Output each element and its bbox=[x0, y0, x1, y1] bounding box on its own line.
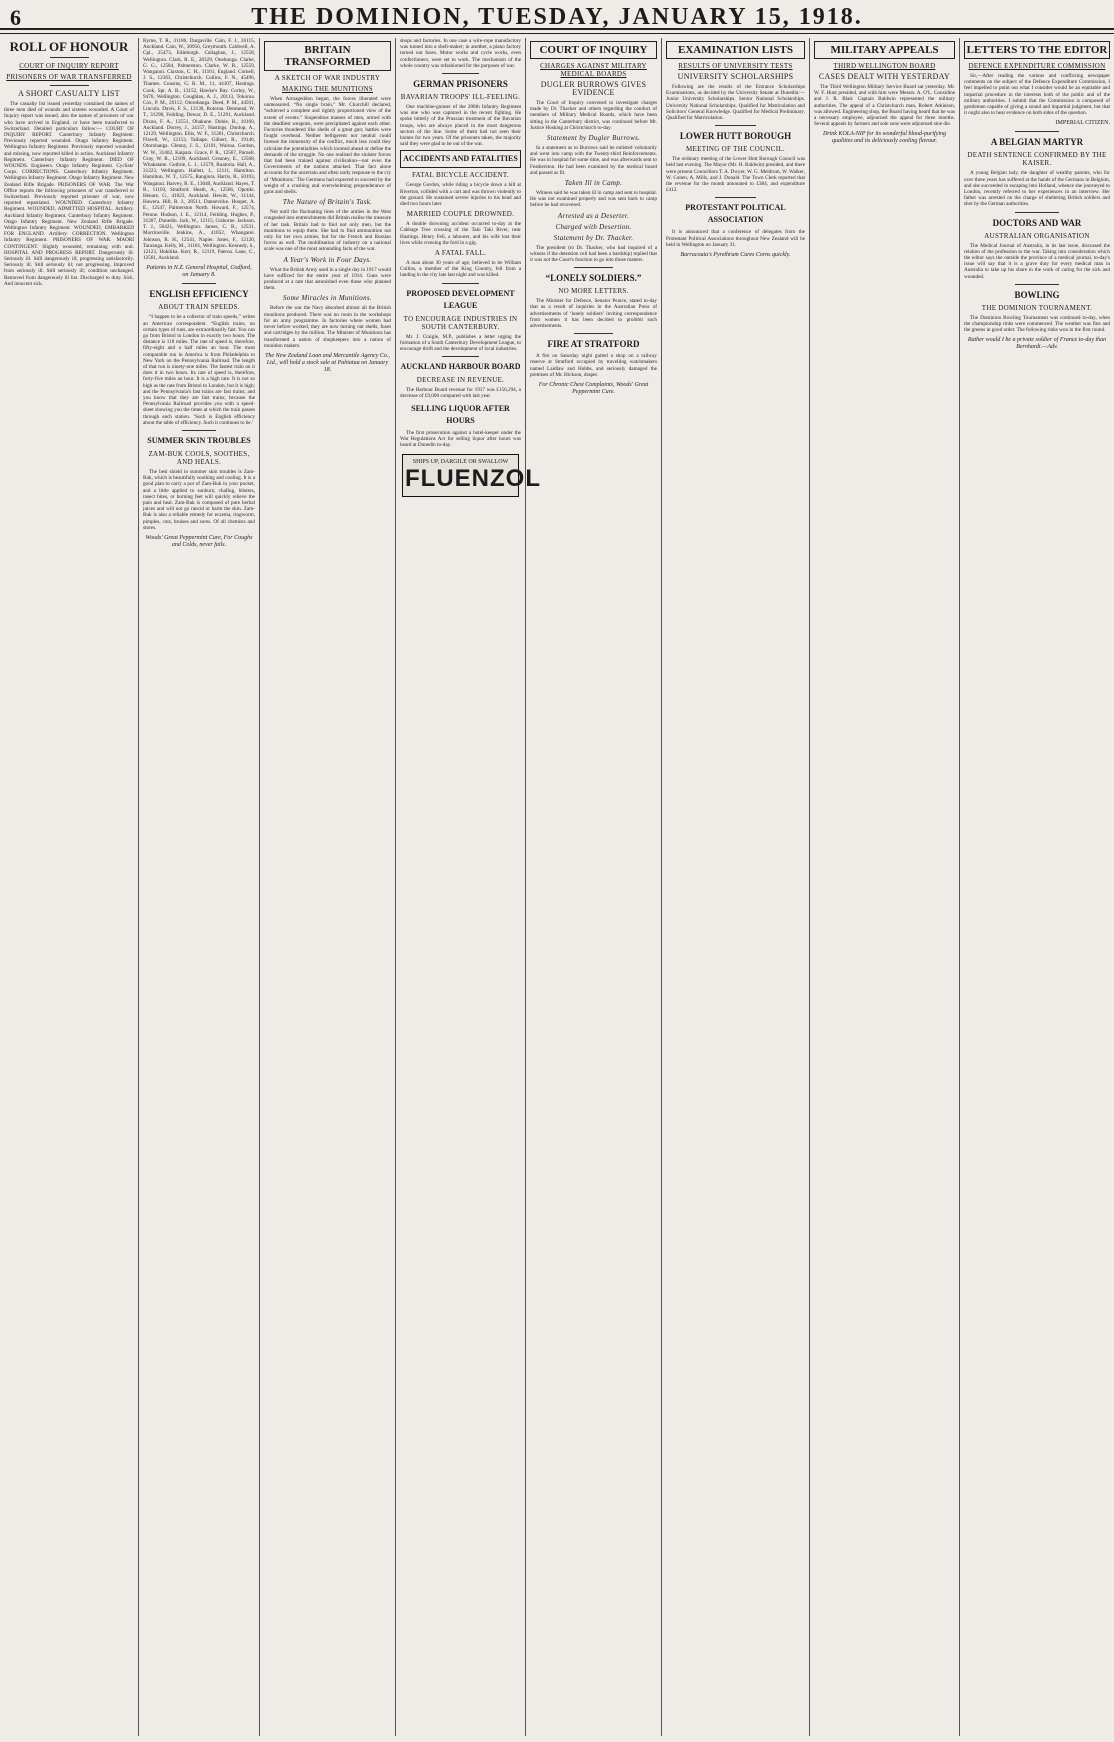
munitions-subhead: MAKING THE MUNITIONS bbox=[281, 85, 374, 93]
fluenzol-brand: FLUENZOL bbox=[405, 465, 541, 493]
britain-body-2: Not until the fluctuating lines of the armies in the West congealed into entrenchments did Britain realise the measure of her task. Britain had to find not only men, but the munitions to equip them. She had to find ammunition not only for her own armies, but for the French and Russian forces as well. The mobilisation of industry on a national scale was one of the most astounding facts of the war. bbox=[264, 209, 391, 253]
inquiry-body-2: In a statement as to Burrows said he enlisted voluntarily and went into camp with the Twenty-third Reinforcements. He was in hospital for some time, and was afterwards sent to Featherston. He had been examined by the medical board and passed as fit. bbox=[530, 145, 657, 176]
council-body: The ordinary meeting of the Lower Hutt Borough Council was held last evening. The Mayor (Mr. H. Baldwin) presided, and there were present Councillors T. A. Dwyer, W. G. Meldrum, W. Walker, W. Cohen, A. Mills, and J. Donald. The Town Clerk reported that the revenue for the month amounted to £384, and expenditure £412. bbox=[666, 156, 805, 194]
council-subhead: MEETING OF THE COUNCIL. bbox=[686, 145, 785, 154]
section-miracles: Some Miracles in Munitions. bbox=[283, 294, 372, 303]
kola-nip-ad: Drink KOLA-NIP for its wonderful blood-purifying qualities and its deliciously cooling flavour. bbox=[822, 131, 947, 145]
lower-hutt-headline: LOWER HUTT BOROUGH bbox=[679, 131, 792, 142]
scholarships-subhead: UNIVERSITY SCHOLARSHIPS bbox=[677, 72, 794, 81]
court-inquiry-subhead: COURT OF INQUIRY REPORT bbox=[19, 62, 119, 70]
munitions-continued: shops and factories. In one case a wire-rope manufactory was turned into a shell-maker; in another, a piano factory turned out fuses. Motor works and cycle works, even confectioners, were set to work. The mechanism of the whole country was refashioned for the purposes of war. bbox=[400, 38, 521, 69]
section-britains-task: The Nature of Britain's Task. bbox=[282, 198, 373, 207]
cases-dealt-subhead: CASES DEALT WITH YESTERDAY bbox=[818, 72, 951, 81]
inquiry-body-1: The Court of Inquiry convened to investigate charges made by Dr. Thacker and others regarding the conduct of members of Military Medical Boards, which have been sitting in the Canterbury district, was continued before Mr. Justice Hosking at Christchurch to-day. bbox=[530, 100, 657, 131]
harbour-body: The Harbour Board revenue for 1917 was £156,294, a decrease of £9,000 compared with last year. bbox=[400, 387, 521, 400]
german-prisoners-headline: GERMAN PRISONERS bbox=[413, 79, 508, 90]
league-body: Mr. J. Craigie, M.P., publishes a letter urging the formation of a South Canterbury Development League, to encourage thrift and the development of local industries. bbox=[400, 333, 521, 353]
protestant-headline: PROTESTANT POLITICAL ASSOCIATION bbox=[685, 203, 786, 225]
divider bbox=[182, 283, 216, 284]
doctors-body: The Medical Journal of Australia, in its last issue, discussed the relation of the profession to the war. Taking into consideration which the editor says the outside the province of a medical journal, to-day's issue will say that it is a grave duty for every medical man in Australia to take up his share in the work of caring for the sick and wounded. bbox=[964, 242, 1110, 280]
third-board-subhead: THIRD WELLINGTON BOARD bbox=[833, 62, 936, 70]
section-arrested: Arrested as a Deserter. bbox=[557, 211, 630, 220]
divider bbox=[442, 73, 478, 74]
australian-org-subhead: AUSTRALIAN ORGANISATION bbox=[984, 231, 1090, 240]
column-5 bbox=[525, 38, 661, 1736]
corns-ad: Barracouta's Pyrethrum Cures Corns quickly. bbox=[680, 252, 791, 259]
section-taken-ill: Taken Ill in Camp. bbox=[564, 179, 623, 188]
exam-lists-headline: EXAMINATION LISTS bbox=[666, 41, 805, 59]
britain-body-4: Before the war the Navy absorbed almost all the British munitions produced. There was no room in the workshops for an army programme. In factories where women had never before worked, they are now turning out shells, fuses and cartridges by the million. The Minister of Munitions has transformed a nation of shopkeepers into a nation of munition makers. bbox=[264, 305, 391, 349]
accident-1-body: George Gordon, while riding a bicycle down a hill at Riverton, collided with a cart and was thrown violently to the ground. He sustained severe injuries to his head and died two hours later. bbox=[400, 182, 521, 208]
column-2 bbox=[138, 38, 259, 1736]
divider bbox=[715, 125, 757, 126]
zambuk-subhead: ZAM-BUK COOLS, SOOTHES, AND HEALS. bbox=[148, 449, 250, 466]
lonely-soldiers-headline: “LONELY SOLDIERS.” bbox=[545, 273, 642, 284]
accident-1-title: FATAL BICYCLE ACCIDENT. bbox=[411, 171, 509, 180]
bavarian-subhead: BAVARIAN TROOPS' ILL-FEELING. bbox=[400, 93, 521, 102]
divider bbox=[715, 197, 757, 198]
divider bbox=[442, 356, 478, 357]
divider bbox=[442, 283, 478, 284]
military-appeals-body: The Third Wellington Military Service Board sat yesterday. Mr. W. F. Hunt presided, and with him were Messrs. A. O'L. Considine and J. R. Blair. Captain Baldwin represented the military authorities. The appeal of a Christchurch man, Robert Atkinson, was allowed. Engineering shop, the Board having heard that he was a necessary employee, adjourned the appeal for three months. Several appeals by farmers and sole sons were adjourned sine die. bbox=[814, 84, 955, 128]
fluenzol-advertisement bbox=[402, 454, 541, 497]
letter-body: Sir,—After reading the various and conflicting newspaper comments on the subject of the Defence Expenditure Commission, I feel impelled to point out what I consider would be an equitable and impartial procedure in the interests both of the public and of the military authorities. I submit that the Commission is composed of gentlemen capable of giving a sound and impartial judgment, but that it ought also to hear evidence on both sides of the question. bbox=[964, 73, 1110, 117]
liquor-headline: SELLING LIQUOR AFTER HOURS bbox=[411, 403, 510, 425]
inquiry-body-3: Witness said he was taken ill in camp and sent to hospital. He was not examined properly and was sent back to camp before he had recovered. bbox=[530, 190, 657, 209]
train-speeds-body: “I happen to be a collector of train speeds,” writes an American correspondent. “English trains, on certain types of runs, are extraordinarily fast. You can go from Bristol to London in exactly two hours. The distance is 118 miles. The rate of speed is, therefore, fifty-eight and a half miles an hour. The most comparable run in America is from Philadelphia to New York on the Pennsylvania Railroad. The length of that run is ninety-one miles. The fastest train on it does it in two hours. Its rate of speed is, therefore, forty-five miles an hour. It is a high rate. It is not so high as the rate from Bristol to London, but it is high; and the Pennsylvania's fast trains are fast trains; and you know that they are fast trains; because the Pennsylvania Railroad provides you with a speed-sheet showing you the times at which the train passes through each station. ‘Such is English efficiency about the table of efficiency. Such it continues to be.’ bbox=[143, 314, 255, 426]
fire-body: A fire on Saturday night gutted a shop on a railway reserve at Stratford occupied by travelling watchmakers named Laidlaw and Hobbs, and seriously damaged the premises of Mr. Hickson, draper. bbox=[530, 353, 657, 378]
doctors-war-headline: DOCTORS AND WAR bbox=[992, 217, 1082, 228]
section-statement: Statement by Dugler Burrows. bbox=[546, 134, 641, 143]
accident-2-body: A double drowning accident occurred to-day at the Cabbage Tree crossing of the Taki Taki River, near Hastings. Henry Fell, a labourer, and his wife lost their lives while crossing the ford in a gig. bbox=[400, 221, 521, 246]
charges-subhead: CHARGES AGAINST MILITARY MEDICAL BOARDS bbox=[540, 62, 647, 78]
prisoners-subhead: PRISONERS OF WAR TRANSFERRED bbox=[6, 73, 132, 81]
fire-headline: FIRE AT STRATFORD bbox=[547, 339, 640, 350]
britain-body-1: When Armageddon began, the forces liberated were unmeasured. “No single brain,” Mr. Churchill declared, “achieved a complete and rightly proportioned view of the extent of events.” Stupendous masses of men, armed with the deadliest weapons, were precipitated against each other. Factories thundered like shells of a great gun; battles were fought overhead. Neither belligerent nor neutral could foresee the immensity of the conflict, much less could they calculate the potentialities which loomed ahead or define the demands of the struggle. No one realised the sinister forces that had been trained against civilisation—not even the Governments of the nations attacked. That fact alone accounts for the uncertain and often tardy response to the cry of ‘Munitions.’ The Germans had expected to succeed by the weight of a crushing and overwhelming preponderance of guns and shells. bbox=[264, 96, 391, 196]
loan-agency-note: The New Zealand Loan and Mercantile Agency Co., Ltd., will hold a stock sale at Pahiatua on January 18. bbox=[265, 352, 390, 373]
casualty-list-body: The casualty list issued yesterday contained the names of three men died of wounds and sixteen wounded. A Court of Inquiry report was issued, also the names of prisoners of war who have arrived in England, or have been transferred to Switzerland. Detailed particulars follow:— COURT OF INQUIRY REPORT. Canterbury Infantry Regiment. Previously reported wounded. Otago Infantry Regiment. Wellington Infantry Regiment. Previously reported wounded and missing, now reported killed in action. Auckland Infantry Regiment. Canterbury Infantry Regiment. DIED OF WOUNDS. Engineers. Otago Infantry Regiment. Cyclists' Corps. CORRECTIONS. Canterbury Infantry Regiment. Wellington Infantry Regiment. Otago Infantry Regiment. New Zealand Rifle Brigade. PRISONERS OF WAR. The War Office reports the following prisoners of war transferred to Switzerland. Previously reported prisoner of war, now reported repatriated. WOUNDED. Canterbury Infantry Regiment. WOUNDED, ADMITTED HOSPITAL. Artillery. Auckland Infantry Regiment. Canterbury Infantry Regiment. Otago Infantry Regiment. New Zealand Rifle Brigade. Wellington Infantry Regiment. WOUNDED, EMBARKED FOR ENGLAND. Artillery. CORRECTION. Wellington Infantry Regiment. PRISONERS OF WAR. MAORI CONTINGENT. Slightly wounded, remaining with unit. HOSPITAL AND PROGRESS REPORT. Dangerously ill. Seriously ill. Still dangerously ill; progressing satisfactorily. Seriously ill. Still seriously ill; not progressing. Improved from seriously ill. Still seriously ill; condition unchanged. Removed from dangerously ill list. Discharged to duty. Sick. And innocent sick. bbox=[4, 101, 134, 287]
lonely-soldiers-body: The Minister for Defence, Senator Pearce, stated to-day that as a result of inquiries in the Australian Press of advertisements of ‘lonely soldiers’ inviting correspondence from women it has been decided to prohibit such advertisements. bbox=[530, 298, 657, 330]
burrows-subhead: DUGLER BURROWS GIVES EVIDENCE bbox=[540, 80, 647, 97]
column-1 bbox=[0, 38, 138, 1736]
masthead-rule bbox=[0, 33, 1114, 34]
bernhardi-note: Rather would I be a private soldier of France to-day than Bernhardi.—Adv. bbox=[967, 337, 1107, 351]
belgian-martyr-body: A young Belgian lady, the daughter of wealthy parents, who for over three years has suffered at the hands of the Germans in Belgium, and she succeeded in escaping into Holland, whence she journeyed to London, recently referred to her experiences in an interview. Her father was arrested on the charge of sheltering British soldiers and shot by the German authorities. bbox=[964, 170, 1110, 208]
divider bbox=[574, 333, 612, 334]
inquiry-body-4: The president (to Dr. Thacker, who had inquired of a witness if the detention cell had been a hardship) replied that it was not the Court's function to go into those matters. bbox=[530, 244, 657, 264]
column-7 bbox=[809, 38, 959, 1736]
divider bbox=[1015, 212, 1059, 213]
section-years-work: A Year's Work in Four Days. bbox=[283, 255, 372, 264]
divider bbox=[50, 57, 89, 58]
chest-cure-ad: For Chronic Chest Complaints, Woods' Great Peppermint Cure. bbox=[538, 382, 649, 396]
column-3 bbox=[259, 38, 395, 1736]
train-speeds-subhead: ABOUT TRAIN SPEEDS. bbox=[158, 303, 240, 312]
accident-3-body: A man about 30 years of age, believed to be William Collins, a member of the King Country, fell from a landing in the city late last night and was killed. bbox=[400, 260, 521, 279]
page-number: 6 bbox=[10, 5, 21, 30]
column-8 bbox=[959, 38, 1114, 1736]
military-appeals-headline: MILITARY APPEALS bbox=[814, 41, 955, 59]
bowling-body: The Dominion Bowling Tournament was continued to-day, when the championship rinks were commenced. The weather was fine and the greens in good order. The following rinks won in the first round. bbox=[964, 314, 1110, 334]
column-4 bbox=[395, 38, 541, 1736]
university-tests-subhead: RESULTS OF UNIVERSITY TESTS bbox=[678, 62, 793, 70]
britain-transformed-headline: BRITAIN TRANSFORMED bbox=[264, 41, 391, 71]
liquor-body: The first prosecution against a hotel-keeper under the War Regulations Act for selling liquor after hours was heard at Dunedin to-day. bbox=[400, 429, 521, 449]
no-more-letters-subhead: NO MORE LETTERS. bbox=[558, 287, 629, 296]
names-list: Byrne, T. R., 31186, Dargaville. Cain, F. J., 26115, Auckland. Cain, W., 30956, Greymouth. Caldwell, A. Cpl., 25473, Edinburgh. Callaghan, J., 12558, Wellington. Clark, R. E., 28329, Onehunga. Clarke, G. G., 12584, Palmerston. Clarke, W. R., 12559, Wanganui. Claxton, C. H., 11161, England. Cornell, J. S., 12363, Christchurch. Collins, F. N., 45496, Thames. Cousins, G. R. M., 11, 44107, Hastings. Cook, Spr. A. R., 13152, Hawke's Bay. Corley, W., 9476, Wellington. Coughlan, A. J., 20113, Tokoroa. Cox, P. M., 26112, Otorohanga. Deed, P. M., 44501, Lincoln. Davis, F. S., 12130, Rotorua. Denmead, W. T., 31298, Feilding. Dewar, D. E., 51291, Auckland. Dixon, F. A., 12551, Ohakune. Dobie, R., 10160, Auckland. Dorrey, J., 24157, Hastings. Dunlop, A., 12129, Wellington. Ellis, W. F., 31201, Christchurch. Flavell, W., 12153, Taihape. Gilbert, R., 19146, Otorohanga. Glenny, J. S., 12101, Wairoa. Gordon, W. W., 31402, Kaipara. Grace, P. R., 12567, Parnell. Gray, W. R., 12109, Auckland. Greaney, E., 12568, Whakatane. Guthrie, L. J., 12579, Ruatoria. Hall, A., 31223, Wellington. Hallett, J., 12111, Hamilton. Hamilton, W. T., 12575, Rangiora. Harris, R., 50193, Wanganui. Harvey, R. E., 13040, Auckland. Hayes, T. R., 11103, Stratford. Heath, A., 12566, Opotiki. Henare, G., 41023, Auckland. Hewitt, W., 31144, Hawera. Hill, R. J., 28511, Dannevirke. Hooper, A. E., 12547, Palmerston North. Howard, F., 12574, Petone. Hudson, J. E., 12114, Feilding. Hughes, P., 31207, Dunedin. Jack, W., 12115, Gisborne. Jackson, T. J., 50421, Wellington. James, C. B., 12531, Morrinsville. Jenkins, A., 41052, Whangarei. Johnson, R. H., 12541, Napier. Jones, F., 12120, Tauranga. Kelly, M., 31181, Wellington. Kennedy, S., 12123, Hokitika. Kerr, R., 12119, Paeroa. Lane, C., 12561, Auckland. bbox=[143, 38, 255, 262]
letter-signature: IMPERIAL CITIZEN. bbox=[1055, 120, 1110, 127]
divider bbox=[1015, 284, 1059, 285]
bowling-headline: BOWLING bbox=[1014, 289, 1060, 300]
masthead bbox=[0, 4, 1114, 30]
harbour-subhead: DECREASE IN REVENUE. bbox=[416, 376, 505, 385]
divider bbox=[574, 267, 612, 268]
death-sentence-subhead: DEATH SENTENCE CONFIRMED BY THE KAISER. bbox=[967, 151, 1107, 168]
belgian-martyr-headline: A BELGIAN MARTYR bbox=[990, 137, 1084, 148]
defence-commission-subhead: DEFENCE EXPENDITURE COMMISSION bbox=[968, 62, 1106, 70]
section-thacker: Statement by Dr. Thacker. bbox=[553, 233, 634, 242]
accident-2-title: MARRIED COUPLE DROWNED. bbox=[406, 210, 515, 219]
english-efficiency-headline: ENGLISH EFFICIENCY bbox=[149, 289, 249, 300]
accident-3-title: A FATAL FALL. bbox=[434, 249, 487, 258]
divider bbox=[50, 85, 89, 86]
hospital-note: Patients in N.Z. General Hospital, Codford, on January 8. bbox=[146, 265, 252, 279]
divider bbox=[182, 430, 216, 431]
newspaper-title: THE DOMINION, TUESDAY, JANUARY 15, 1918. bbox=[251, 4, 863, 30]
column-6 bbox=[661, 38, 809, 1736]
roll-of-honour-headline: ROLL OF HONOUR bbox=[9, 39, 129, 54]
section-charged: Charged with Desertion. bbox=[555, 222, 632, 231]
letters-headline: LETTERS TO THE EDITOR bbox=[964, 41, 1110, 59]
britain-body-3: What the British Army used in a single day in 1917 would have sufficed for the entire year of 1914. Guns were produced at a rate that astonished even those who planned them. bbox=[264, 266, 391, 292]
tournament-subhead: THE DOMINION TOURNAMENT. bbox=[981, 303, 1093, 312]
summer-skin-headline: SUMMER SKIN TROUBLES bbox=[147, 435, 251, 445]
harbour-headline: AUCKLAND HARBOUR BOARD bbox=[400, 362, 521, 372]
zambuk-body: The best shield in summer skin troubles is Zam-Buk, which is beautifully soothing and cooling. It is a good plan to carry a pot of Zam-Buk in your pocket, and a little applied to sunburn, chafing, blisters, insect bites, or burning feet will quickly relieve the pain and heal. Zam-Buk is composed of pure herbal juices and will not go rancid or harm the skin. Zam-Buk is also a reliable remedy for eczema, ringworm, pimples, cuts, bruises and sores. Of all chemists and stores. bbox=[143, 468, 255, 531]
court-inquiry-headline: COURT OF INQUIRY bbox=[530, 41, 657, 59]
fluenzol-tagline: SHIPS UP, DARGILE OR SWALLOW bbox=[412, 459, 509, 466]
league-subhead: TO ENCOURAGE INDUSTRIES IN SOUTH CANTERBURY. bbox=[403, 314, 518, 331]
accidents-headline: ACCIDENTS AND FATALITIES bbox=[400, 150, 521, 168]
league-headline: PROPOSED DEVELOPMENT LEAGUE bbox=[406, 288, 515, 310]
war-industry-subhead: A SKETCH OF WAR INDUSTRY bbox=[274, 74, 381, 82]
casualty-list-subhead: A SHORT CASUALTY LIST bbox=[18, 89, 120, 98]
divider bbox=[1015, 131, 1059, 132]
exam-results-body: Following are the results of the Entrance Scholarships Examinations, as decided by the University Senate at Dunedin:— Junior University Scholarships. Senior National Scholarships. University National Scholarships. Qualified for Matriculation and Solicitors' General Knowledge. Qualified for Medical Preliminary. Qualified for Matriculation. bbox=[666, 84, 805, 122]
german-prisoners-body: One machine-gunner of the 200th Infantry Regiment was one who was captured in the recent fighting. He spoke bitterly of the Prussian treatment of the Bavarian troops, who are always placed in the most dangerous sectors of the line. Some of them had not seen their homes for two years. Of the prisoners taken, the majority said they were glad to be out of the war. bbox=[400, 104, 521, 148]
protestant-body: It is announced that a conference of delegates from the Protestant Political Associations throughout New Zealand will be held in Wellington on January 31. bbox=[666, 229, 805, 248]
peppermint-ad: Woods' Great Peppermint Cure, For Coughs and Colds, never fails. bbox=[145, 535, 253, 548]
